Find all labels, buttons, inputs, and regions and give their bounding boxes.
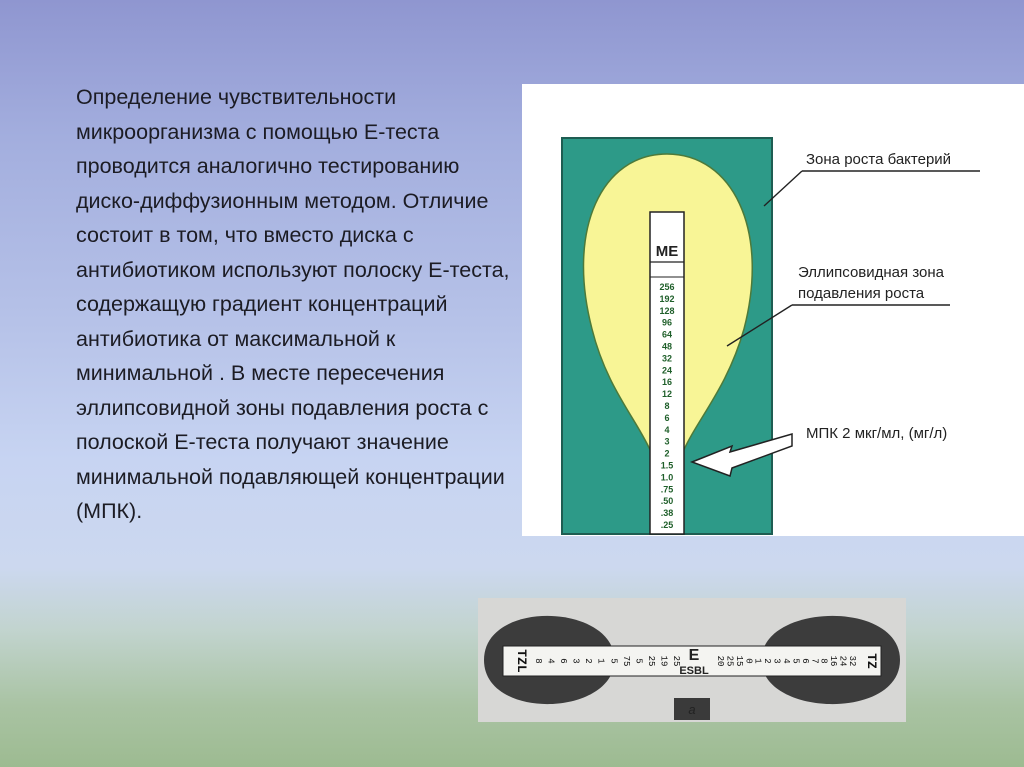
photo-scale-label: 5 [790, 658, 801, 664]
photo-scale-label: 3 [570, 658, 581, 664]
scale-label: 96 [661, 317, 673, 328]
photo-scale-label: 19 [658, 655, 669, 667]
photo-caption: a [688, 702, 696, 717]
scale-label: 24 [661, 365, 673, 376]
photo-scale-label: 32 [847, 655, 857, 667]
scale-label: 3 [664, 436, 670, 447]
scale-label: 2 [664, 448, 670, 459]
scale-label: .25 [660, 520, 674, 530]
etest-diagram [522, 84, 1024, 536]
scale-label: 1.5 [660, 460, 674, 471]
scale-label: 12 [661, 389, 673, 400]
scale-label: .38 [660, 508, 674, 519]
photo-scale-label: 2 [762, 658, 773, 664]
callout-growth-zone: Зона роста бактерий [806, 151, 952, 168]
callout-ellipse-line1: Эллипсовидная зона [798, 264, 944, 281]
photo-scale-label: 3 [771, 658, 782, 664]
photo-scale-label: 24 [837, 655, 848, 667]
scale-label: 16 [661, 377, 673, 388]
strip-right-label: TZ [864, 653, 879, 669]
body-paragraph: Определение чувствительности микроорганизма с помощью Е-теста проводится аналогично тестированию диско-диффузионным методом. Отличие состоит в том, что вместо диска с антибиотиком используют полоску Е-теста, содержащую градиент концентраций антибиотика от максимальной к минимальной . В месте пересечения эллипсовидной зоны подавления роста с полоской Е-теста получают значение минимальной подавляющей концентрации (МПК). [76, 85, 510, 523]
photo-scale-label: 75 [620, 655, 631, 667]
photo-scale-label: 1 [595, 658, 606, 664]
scale-label: 6 [664, 412, 670, 423]
etest-photo [478, 598, 906, 722]
scale-label: 48 [661, 341, 673, 352]
scale-label: 1.0 [660, 472, 674, 483]
scale-label: 192 [659, 293, 675, 304]
photo-scale-label: 25 [724, 655, 735, 667]
photo-scale-label: 2 [583, 658, 594, 664]
photo-scale-label: 1 [752, 658, 763, 664]
scale-label: .75 [660, 484, 674, 495]
photo-scale-label: 20 [715, 655, 725, 667]
photo-scale-label: 8 [533, 658, 543, 664]
brand-label: E [688, 647, 700, 664]
photo-scale-label: 4 [781, 658, 791, 664]
brand-sub-label: ESBL [679, 665, 709, 677]
scale-label: 64 [661, 329, 673, 340]
scale-label: .50 [660, 496, 674, 507]
scale-label: 32 [661, 353, 673, 364]
photo-scale-label: 7 [809, 658, 820, 664]
photo-scale-label: 25 [645, 655, 656, 667]
photo-scale-label: 6 [799, 658, 810, 664]
photo-scale-label: 15 [733, 655, 744, 667]
scale-label: 8 [664, 401, 670, 411]
callout-ellipse-line2: подавления роста [798, 285, 925, 302]
photo-scale-label: 8 [818, 658, 829, 664]
scale-label: 4 [664, 424, 670, 435]
photo-scale-label: 4 [545, 658, 556, 664]
photo-scale-label: 5 [633, 658, 644, 664]
callout-mic: МПК 2 мкг/мл, (мг/л) [806, 425, 948, 442]
photo-scale-label: 5 [608, 658, 619, 664]
photo-scale-label: 25 [671, 655, 681, 667]
scale-label: 128 [659, 305, 675, 316]
photo-scale-label: 16 [828, 655, 839, 667]
photo-scale-label: 6 [558, 658, 569, 664]
strip-left-label: TZL [514, 649, 529, 673]
scale-label: 256 [659, 282, 675, 292]
strip-label: ME [655, 243, 679, 260]
photo-scale-label: 0 [743, 658, 754, 664]
